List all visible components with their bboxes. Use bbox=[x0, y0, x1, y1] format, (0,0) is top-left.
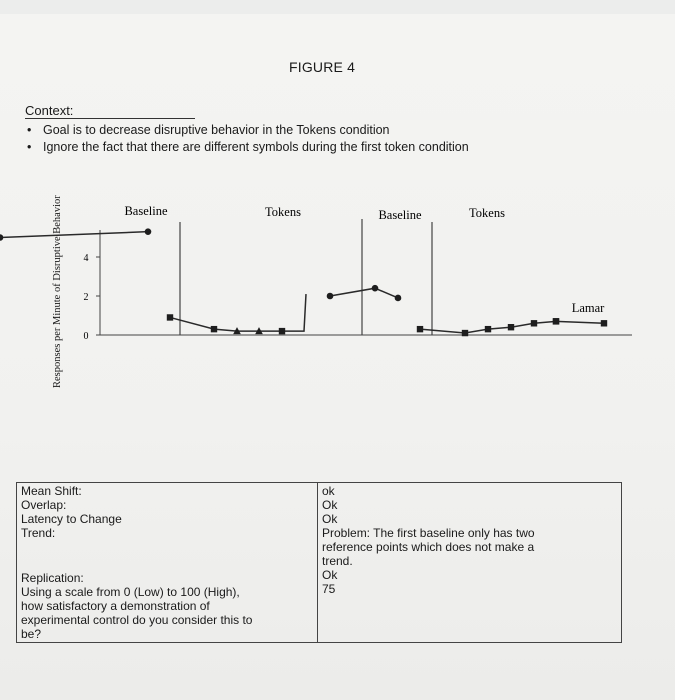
series-line bbox=[0, 232, 148, 238]
criterion-scale-question: Using a scale from 0 (Low) to 100 (High), bbox=[21, 585, 240, 599]
answer-trend: trend. bbox=[322, 554, 353, 568]
criterion-overlap: Overlap: bbox=[21, 498, 67, 512]
answer-overlap: Ok bbox=[322, 498, 338, 512]
y-tick-label: 0 bbox=[83, 331, 89, 342]
series-line bbox=[170, 294, 306, 331]
chart-y-axis-label: Responses per Minute of Disruptive Behavior bbox=[52, 195, 63, 388]
phase-label: Baseline bbox=[378, 208, 422, 222]
data-point bbox=[395, 295, 402, 302]
data-point bbox=[508, 324, 514, 330]
data-point bbox=[553, 318, 559, 324]
answer-mean-shift: ok bbox=[322, 484, 335, 498]
y-tick-label: 2 bbox=[83, 292, 89, 303]
criterion-replication: Replication: bbox=[21, 571, 84, 585]
participant-label: Lamar bbox=[571, 301, 605, 315]
answer-cell bbox=[318, 483, 622, 643]
criterion-scale-question: how satisfactory a demonstration of bbox=[21, 599, 210, 613]
context-bullet: • Ignore the fact that there are different symbols during the first token condition bbox=[25, 139, 469, 156]
data-point bbox=[462, 330, 468, 336]
table-row bbox=[17, 483, 622, 643]
data-point bbox=[211, 326, 217, 332]
data-point bbox=[167, 314, 173, 320]
context-bullet: • Goal is to decrease disruptive behavior in the Tokens condition bbox=[25, 122, 469, 139]
answer-trend: reference points which does not make a bbox=[322, 540, 535, 554]
answer-trend: Problem: The first baseline only has two bbox=[322, 526, 535, 540]
data-point bbox=[145, 228, 152, 235]
criterion-cell bbox=[17, 483, 318, 643]
answer-scale-rating: 75 bbox=[322, 582, 336, 596]
data-point bbox=[601, 320, 607, 326]
data-point bbox=[327, 293, 334, 300]
y-tick-label: 4 bbox=[83, 253, 89, 264]
criterion-mean-shift: Mean Shift: bbox=[21, 484, 82, 498]
phase-label: Baseline bbox=[124, 204, 168, 218]
criterion-latency: Latency to Change bbox=[21, 512, 122, 526]
criterion-scale-question: be? bbox=[21, 627, 42, 641]
series-line bbox=[330, 288, 398, 298]
data-point bbox=[372, 285, 379, 292]
answer-latency: Ok bbox=[322, 512, 338, 526]
phase-label: Tokens bbox=[265, 205, 301, 219]
criterion-scale-question: experimental control do you consider this to bbox=[21, 613, 253, 627]
data-point bbox=[279, 328, 285, 334]
criterion-trend: Trend: bbox=[21, 526, 56, 540]
figure-title: FIGURE 4 bbox=[289, 59, 356, 75]
data-point bbox=[417, 326, 423, 332]
data-point bbox=[0, 234, 3, 241]
phase-label: Tokens bbox=[469, 206, 505, 220]
data-point bbox=[485, 326, 491, 332]
data-point bbox=[531, 320, 537, 326]
answer-replication: Ok bbox=[322, 568, 338, 582]
evaluation-table bbox=[16, 482, 622, 643]
context-heading: Context: bbox=[25, 103, 195, 119]
